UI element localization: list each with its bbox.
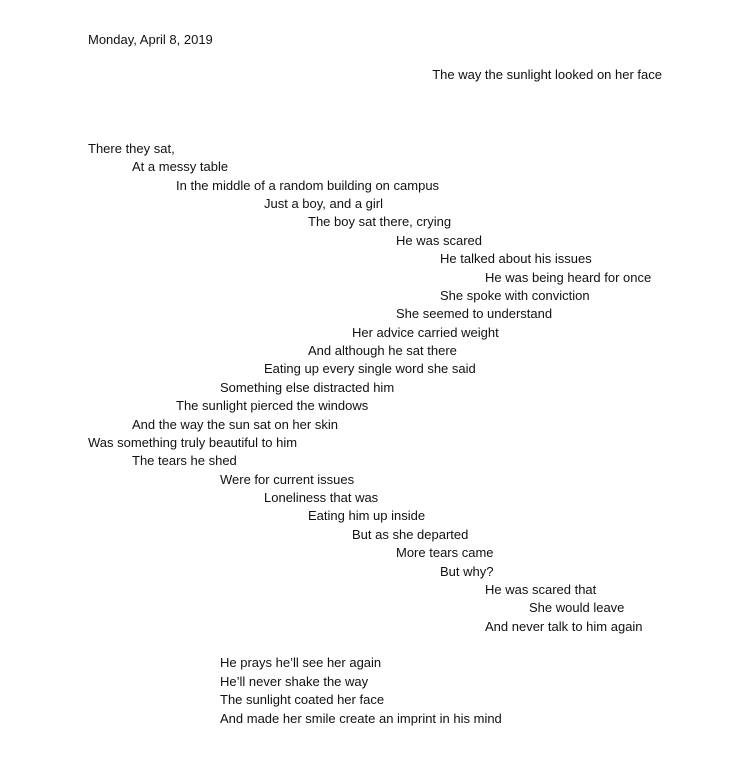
poem-line: The sunlight pierced the windows [176, 398, 369, 413]
poem-line: Was something truly beautiful to him [88, 435, 298, 450]
poem-line: But as she departed [352, 527, 469, 542]
poem-line: At a messy table [132, 159, 229, 174]
poem-line: There they sat, [88, 141, 175, 156]
poem-line: And although he sat there [308, 343, 457, 358]
poem-line: He’ll never shake the way [220, 674, 369, 689]
poem-line: He was scared that [485, 582, 597, 597]
poem-line: The boy sat there, crying [308, 214, 452, 229]
poem-line: He was being heard for once [485, 270, 652, 285]
poem-line: Eating him up inside [308, 508, 426, 523]
poem-line: Something else distracted him [220, 380, 395, 395]
document-date: Monday, April 8, 2019 [88, 32, 213, 47]
poem-line: In the middle of a random building on campus [176, 178, 440, 193]
poem-line: He talked about his issues [440, 251, 592, 266]
poem-line: She spoke with conviction [440, 288, 590, 303]
poem-line: More tears came [396, 545, 494, 560]
poem-line: And made her smile create an imprint in his mind [220, 711, 502, 726]
poem-line: He was scared [396, 233, 482, 248]
poem-line: And never talk to him again [485, 619, 643, 634]
poem-line: She seemed to understand [396, 306, 553, 321]
poem-line: Loneliness that was [264, 490, 379, 505]
poem-line: Eating up every single word she said [264, 361, 476, 376]
poem-line: She would leave [529, 600, 625, 615]
poem-line: The sunlight coated her face [220, 692, 385, 707]
poem-line: But why? [440, 564, 494, 579]
poem-line: The tears he shed [132, 453, 237, 468]
poem-title: The way the sunlight looked on her face [432, 67, 662, 82]
poem-line: He prays he’ll see her again [220, 655, 382, 670]
poem-line: Her advice carried weight [352, 325, 499, 340]
poem-line: Were for current issues [220, 472, 355, 487]
poem-line: And the way the sun sat on her skin [132, 417, 338, 432]
poem-line: Just a boy, and a girl [264, 196, 383, 211]
